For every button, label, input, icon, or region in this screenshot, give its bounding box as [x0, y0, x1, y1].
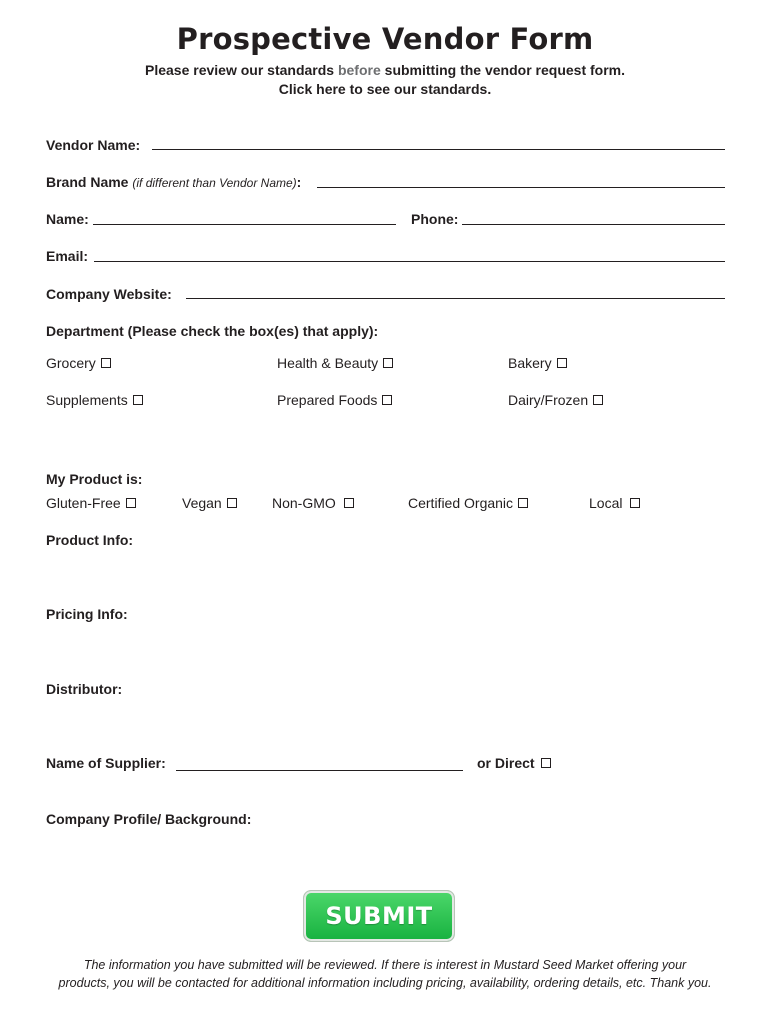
product-option-vegan[interactable] [182, 495, 237, 511]
local-checkbox[interactable] [630, 498, 640, 508]
company-profile-label: Company Profile/ Background: [46, 811, 252, 827]
option-label: Vegan [182, 495, 222, 511]
form-title: Prospective Vendor Form [176, 22, 594, 56]
standards-note-text-end: submitting the vendor request form. [380, 62, 626, 78]
pricing-info-area[interactable] [46, 626, 725, 674]
department-option-bakery[interactable] [508, 355, 567, 371]
bakery-checkbox[interactable] [557, 358, 567, 368]
dairy-frozen-checkbox[interactable] [593, 395, 603, 405]
website-label: Company Website: [46, 286, 172, 302]
department-option-supplements[interactable] [46, 392, 143, 408]
department-heading: Department (Please check the box(es) that apply): [46, 323, 379, 339]
contact-name-field[interactable] [93, 224, 396, 225]
standards-link[interactable]: Click here to see our standards. [278, 81, 492, 97]
standards-note [0, 62, 770, 78]
brand-name-field[interactable] [317, 187, 725, 188]
standards-note-text: Please review our standards [144, 62, 338, 78]
department-option-health-beauty[interactable] [277, 355, 393, 371]
department-option-grocery[interactable] [46, 355, 111, 371]
distributor-area[interactable] [46, 701, 725, 749]
supplier-field[interactable] [176, 770, 463, 771]
pricing-info-label: Pricing Info: [46, 606, 128, 622]
gluten-free-checkbox[interactable] [126, 498, 136, 508]
option-label: Dairy/Frozen [508, 392, 589, 408]
email-label: Email: [46, 248, 89, 264]
non-gmo-checkbox[interactable] [344, 498, 354, 508]
company-profile-area[interactable] [46, 832, 725, 882]
vendor-name-label: Vendor Name: [46, 137, 141, 153]
certified-organic-checkbox[interactable] [518, 498, 528, 508]
direct-checkbox[interactable] [541, 758, 551, 768]
brand-name-colon: : [296, 174, 302, 190]
option-label: Grocery [46, 355, 96, 371]
department-option-prepared-foods[interactable] [277, 392, 392, 408]
direct-option[interactable] [477, 755, 551, 771]
supplier-label: Name of Supplier: [46, 755, 166, 771]
product-option-certified-organic[interactable] [408, 495, 528, 511]
product-option-non-gmo[interactable] [272, 495, 354, 511]
product-option-local[interactable] [589, 495, 640, 511]
contact-name-label: Name: [46, 211, 89, 227]
option-label: Certified Organic [408, 495, 514, 511]
footer-note [20, 956, 750, 992]
option-label: Supplements [46, 392, 128, 408]
product-option-gluten-free[interactable] [46, 495, 136, 511]
footer-line-2: products, you will be contacted for additional information including pricing, availability, ordering details, etc. Thank you. [58, 976, 712, 990]
option-label: Health & Beauty [277, 355, 379, 371]
option-label: Gluten-Free [46, 495, 121, 511]
grocery-checkbox[interactable] [101, 358, 111, 368]
supplements-checkbox[interactable] [133, 395, 143, 405]
option-label: Non-GMO [272, 495, 336, 511]
brand-name-text: Brand Name [46, 174, 129, 190]
standards-note-highlight: before [337, 62, 381, 78]
phone-field[interactable] [462, 224, 725, 225]
email-field[interactable] [94, 261, 725, 262]
submit-button[interactable]: SUBMIT [303, 890, 455, 942]
product-type-heading: My Product is: [46, 471, 143, 487]
health-beauty-checkbox[interactable] [383, 358, 393, 368]
vendor-name-field[interactable] [152, 149, 725, 150]
product-info-area[interactable] [46, 552, 725, 600]
phone-label: Phone: [411, 211, 459, 227]
product-info-label: Product Info: [46, 532, 134, 548]
department-option-dairy-frozen[interactable] [508, 392, 603, 408]
website-field[interactable] [186, 298, 725, 299]
option-label: Prepared Foods [277, 392, 378, 408]
prepared-foods-checkbox[interactable] [382, 395, 392, 405]
option-label: Local [589, 495, 623, 511]
direct-label: or Direct [477, 755, 535, 771]
brand-name-note: (if different than Vendor Name) [132, 176, 297, 190]
footer-line-1: The information you have submitted will be reviewed. If there is interest in Mustard Seed Market offering your [83, 958, 687, 972]
distributor-label: Distributor: [46, 681, 123, 697]
vegan-checkbox[interactable] [227, 498, 237, 508]
brand-name-label [46, 174, 301, 190]
option-label: Bakery [508, 355, 552, 371]
